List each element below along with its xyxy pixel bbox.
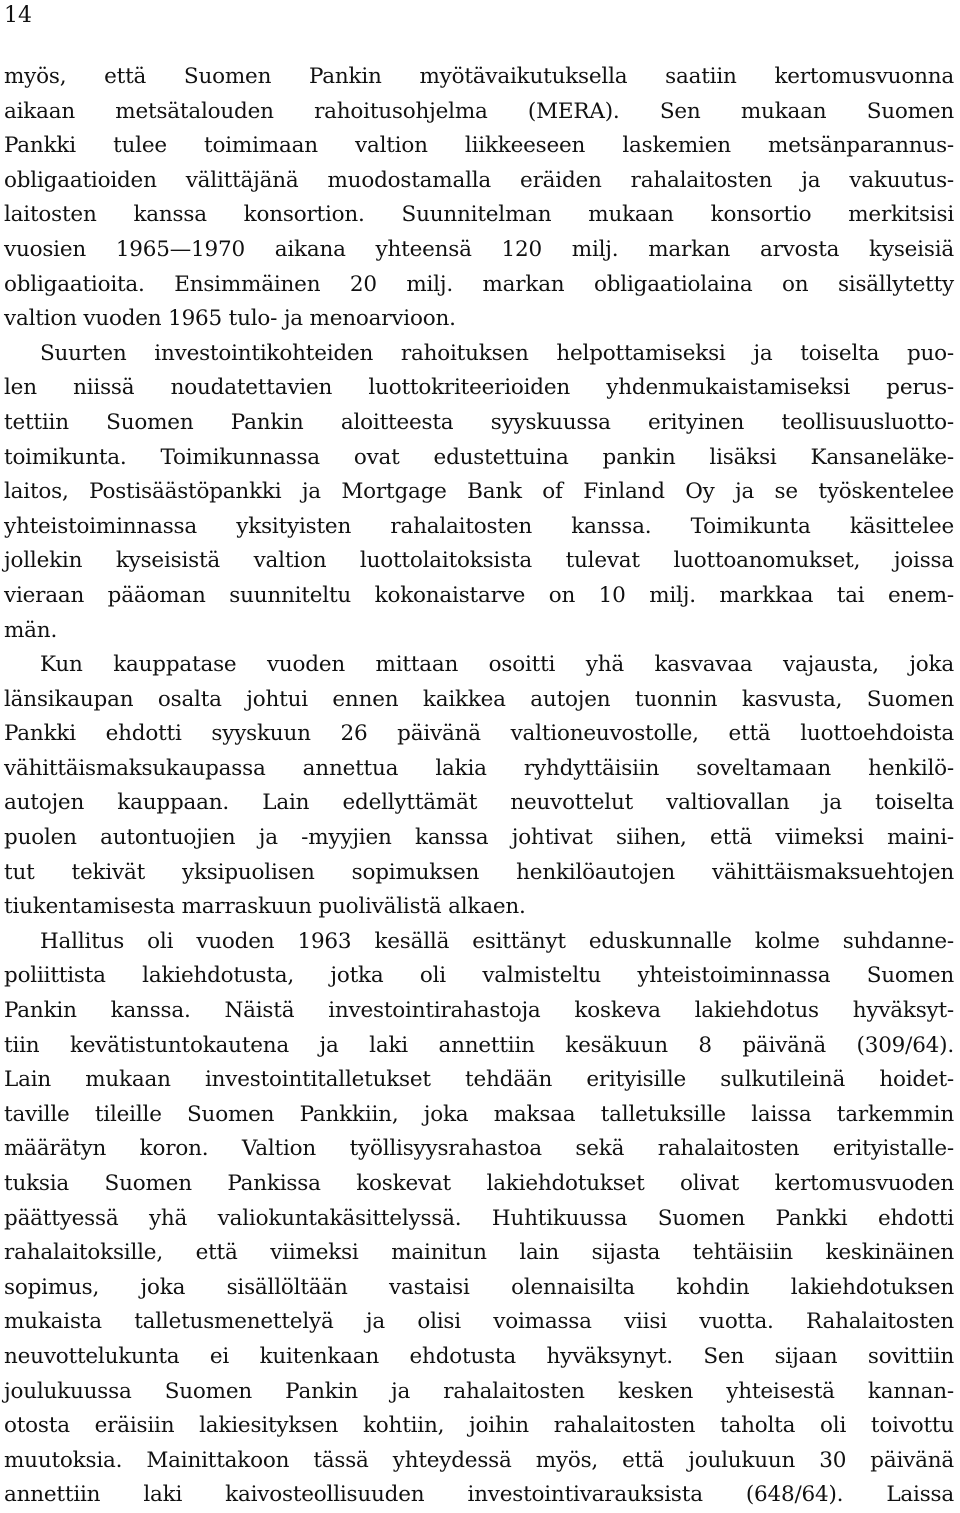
text-line: taville tileille Suomen Pankkiin, joka maksaa talletuksille laissa tarkemmin xyxy=(4,1101,954,1127)
text-line: sopimus, joka sisällöltään vastaisi olennaisilta kohdin lakiehdotuksen xyxy=(4,1274,954,1300)
text-line: tiukentamisesta marraskuun puolivälistä alkaen. xyxy=(4,894,526,920)
text-line: vuosien 1965—1970 aikana yhteensä 120 milj. markan arvosta kyseisiä xyxy=(4,236,954,262)
text-line: rahalaitoksille, että viimeksi mainitun lain sijasta tehtäisiin keskinäinen xyxy=(4,1240,954,1266)
text-line: Pankki ehdotti syyskuun 26 päivänä valtioneuvostolle, että luottoehdoista xyxy=(4,721,954,747)
text-line: Pankki tulee toimimaan valtion liikkeeseen laskemien metsänparannus- xyxy=(4,133,954,159)
text-line: joulukuussa Suomen Pankin ja rahalaitosten kesken yhteisestä kannan- xyxy=(4,1378,954,1404)
text-line: vähittäismaksukaupassa annettua lakia ryhdyttäisiin soveltamaan henkilö- xyxy=(4,755,954,781)
text-line: obligaatioita. Ensimmäinen 20 milj. markan obligaatiolaina on sisällytetty xyxy=(4,271,954,297)
text-line: Suurten investointikohteiden rahoituksen helpottamiseksi ja toiselta puo- xyxy=(40,340,954,366)
text-line: myös, että Suomen Pankin myötävaikutuksella saatiin kertomusvuonna xyxy=(4,64,954,89)
text-line: tiin kevätistuntokautena ja laki annettiin kesäkuun 8 päivänä (309/64). xyxy=(4,1032,954,1058)
text-line: toimikunta. Toimikunnassa ovat edustettuina pankin lisäksi Kansaneläke- xyxy=(4,444,954,470)
text-line: len niissä noudatettavien luottokriteerioiden yhdenmukaistamiseksi perus- xyxy=(4,375,954,401)
page-body-text xyxy=(4,60,954,1513)
text-line: annettiin laki kaivosteollisuuden investointivarauksista (648/64). Laissa xyxy=(4,1482,954,1508)
text-line: mukaista talletusmenettelyä ja olisi voimassa viisi vuotta. Rahalaitosten xyxy=(4,1309,954,1335)
text-line: yhteistoiminnassa yksityisten rahalaitosten kanssa. Toimikunta käsittelee xyxy=(4,513,954,539)
text-line: Hallitus oli vuoden 1963 kesällä esittänyt eduskunnalle kolme suhdanne- xyxy=(40,928,954,954)
page-number: 14 xyxy=(4,3,32,28)
text-line: jollekin kyseisistä valtion luottolaitoksista tulevat luottoanomukset, joissa xyxy=(4,548,954,574)
text-line: autojen kauppaan. Lain edellyttämät neuvottelut valtiovallan ja toiselta xyxy=(4,790,954,816)
text-line: puolen autontuojien ja -myyjien kanssa johtivat siihen, että viimeksi maini- xyxy=(4,825,954,851)
text-line: Lain mukaan investointitalletukset tehdään erityisille sulkutileinä hoidet- xyxy=(4,1067,954,1093)
text-line: valtion vuoden 1965 tulo- ja menoarvioon. xyxy=(4,306,456,332)
text-line: vieraan pääoman suunniteltu kokonaistarve on 10 milj. markkaa tai enem- xyxy=(4,582,954,608)
text-line: neuvottelukunta ei kuitenkaan ehdotusta hyväksynyt. Sen sijaan sovittiin xyxy=(4,1343,954,1369)
text-line: otosta eräisiin lakiesityksen kohtiin, joihin rahalaitosten taholta oli toivottu xyxy=(4,1413,954,1439)
text-line: laitos, Postisäästöpankki ja Mortgage Bank of Finland Oy ja se työskentelee xyxy=(4,479,954,505)
text-line: laitosten kanssa konsortion. Suunnitelman mukaan konsortio merkitsisi xyxy=(4,202,954,228)
text-line: Kun kauppatase vuoden mittaan osoitti yhä kasvavaa vajausta, joka xyxy=(40,652,954,678)
text-line: poliittista lakiehdotusta, jotka oli valmisteltu yhteistoiminnassa Suomen xyxy=(4,963,954,989)
text-line: länsikaupan osalta johtui ennen kaikkea autojen tuonnin kasvusta, Suomen xyxy=(4,686,954,712)
text-line: tuksia Suomen Pankissa koskevat lakiehdotukset olivat kertomusvuoden xyxy=(4,1171,954,1196)
text-line: Pankin kanssa. Näistä investointirahastoja koskeva lakiehdotus hyväksyt- xyxy=(4,998,954,1024)
text-line: muutoksia. Mainittakoon tässä yhteydessä myös, että joulukuun 30 päivänä xyxy=(4,1447,954,1473)
text-line: määrätyn koron. Valtion työllisyysrahastoa sekä rahalaitosten erityistalle- xyxy=(4,1136,954,1162)
text-line: aikaan metsätalouden rahoitusohjelma (MERA). Sen mukaan Suomen xyxy=(4,98,954,124)
text-line: obligaatioiden välittäjänä muodostamalla eräiden rahalaitosten ja vakuutus- xyxy=(4,167,954,193)
text-line: tettiin Suomen Pankin aloitteesta syyskuussa erityinen teollisuusluotto- xyxy=(4,409,954,435)
text-line: päättyessä yhä valiokuntakäsittelyssä. Huhtikuussa Suomen Pankki ehdotti xyxy=(4,1205,954,1231)
text-line: män. xyxy=(4,617,58,643)
text-line: tut tekivät yksipuolisen sopimuksen henkilöautojen vähittäismaksuehtojen xyxy=(4,859,954,885)
